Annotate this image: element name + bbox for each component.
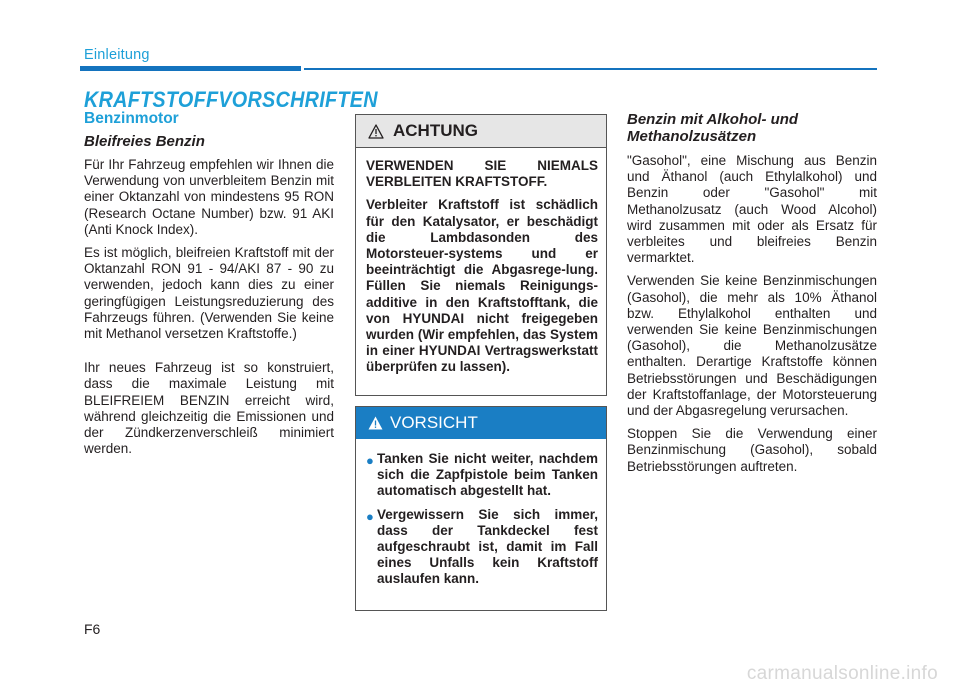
left-column (84, 110, 334, 464)
list-item (366, 507, 598, 588)
paragraph: Verwenden Sie keine Benzinmischungen (Gasohol), die mehr als 10% Äthanol bzw. Ethylalkohol enthalten und verwenden Sie keine Benzinmischungen (Gasohol), die Methanolzusätze enthalten. Derartige Kraftstoffe können Betriebsstörungen und Beschädigungen der Kraftstoffanlage, der Motorsteuerung und der Abgasregelung verursachen. (627, 273, 877, 419)
paragraph: Stoppen Sie die Verwendung einer Benzinmischung (Gasohol), sobald Betriebsstörungen auftreten. (627, 426, 877, 474)
page-title: KRAFTSTOFFVORSCHRIFTEN (84, 87, 378, 112)
warning-triangle-filled-icon (368, 416, 383, 430)
subheading-alkohol-methanol: Benzin mit Alkohol- und Methanolzusätzen (627, 111, 799, 145)
paragraph: Ihr neues Fahrzeug ist so konstruiert, dass die maximale Leistung mit BLEIFREIEM BENZIN erreicht wird, während gleichzeitig die Emissionen und der Zündkerzenverschleiß minimiert werden. (84, 360, 334, 457)
vorsicht-title: VORSICHT (390, 413, 478, 432)
warning-triangle-outline-icon (368, 124, 384, 139)
right-column (627, 111, 877, 482)
paragraph: Für Ihr Fahrzeug empfehlen wir Ihnen die Verwendung von unverbleitem Benzin mit einer Oktanzahl von mindestens 95 RON (Research Octane Number) bzw. 91 AKI (Anti Knock Index). (84, 157, 334, 237)
watermark: carmanualsonline.info (746, 663, 938, 684)
achtung-paragraph: VERWENDEN SIE NIEMALS VERBLEITEN KRAFTSTOFF. (366, 158, 598, 190)
vorsicht-caution-box (355, 406, 607, 611)
header-rule-thick (80, 66, 301, 71)
paragraph: Es ist möglich, bleifreien Kraftstoff mit der Oktanzahl RON 91 - 94/AKI 87 - 90 zu verwenden, jedoch kann dies zu einer geringfügigen Leistungsreduzierung des Fahrzeugs führen. (Verwenden Sie keine mit Methanol versetzen Kraftstoffe.) (84, 245, 334, 342)
achtung-header (356, 115, 606, 148)
achtung-paragraph: Verbleiter Kraftstoff ist schädlich für den Katalysator, er beschädigt die Lambdasonden des Motorsteuer-systems und er beeinträchtigt die Abgasrege-lung. Füllen Sie niemals Reinigungs-additive in den Kraftstofftank, die von HYUNDAI nicht freigegeben wurden (Wir empfehlen, das System in einer HYUNDAI Vertragswerkstatt überprüfen zu lassen). (366, 197, 598, 375)
bullet-icon: ● (366, 508, 374, 524)
list-item (366, 451, 598, 500)
section-label: Einleitung (84, 47, 150, 63)
subheading-bleifreies-benzin: Bleifreies Benzin (84, 133, 205, 150)
header-rule-thin (304, 68, 877, 70)
vorsicht-bullet-text: Vergewissern Sie sich immer, dass der Tankdeckel fest aufgeschraubt ist, damit im Fall eines Unfalls kein Kraftstoff auslaufen kann. (377, 506, 598, 587)
vorsicht-header (356, 407, 606, 439)
page-number: F6 (84, 621, 101, 637)
paragraph: "Gasohol", eine Mischung aus Benzin und Äthanol (auch Ethylalkohol) und Benzin oder "Gasohol" mit Methanolzusatz (auch Wood Alcohol) wird zusammen mit oder als Ersatz für verbleites und bleifreies Benzin vermarktet. (627, 153, 877, 266)
achtung-title: ACHTUNG (393, 121, 478, 140)
bullet-icon: ● (366, 453, 374, 468)
heading-benzinmotor: Benzinmotor (84, 110, 179, 127)
achtung-warning-box (355, 114, 607, 396)
vorsicht-bullet-text: Tanken Sie nicht weiter, nachdem sich die Zapfpistole beim Tanken automatisch abgestellt hat. (377, 451, 598, 499)
